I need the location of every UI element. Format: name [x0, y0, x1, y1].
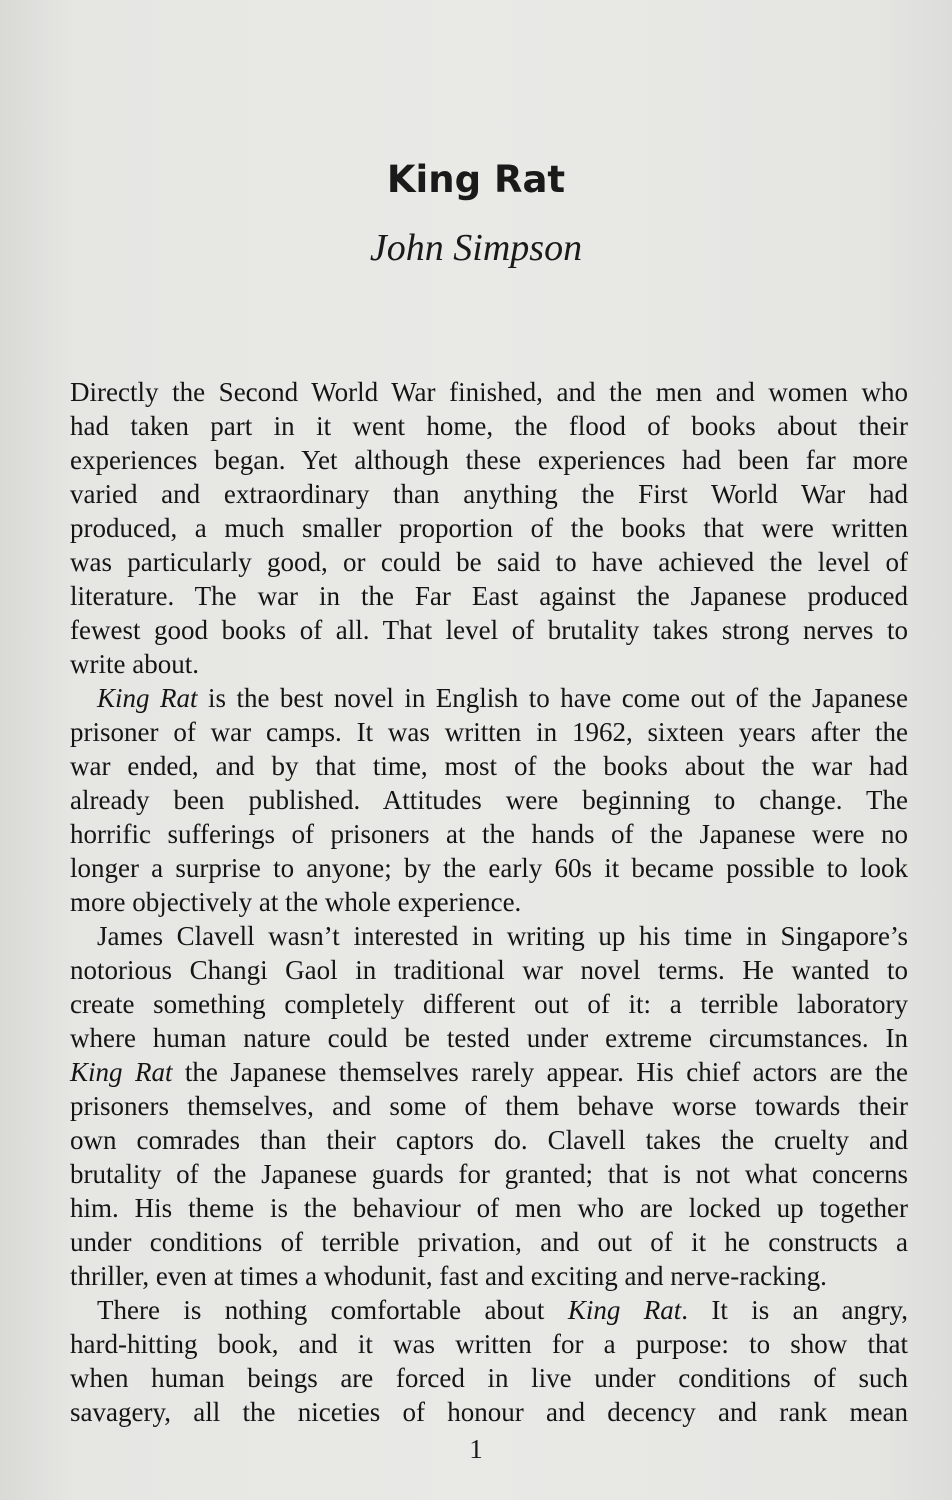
text-line: prisoners themselves, and some of them behave worse towards their: [70, 1091, 908, 1121]
chapter-author: John Simpson: [369, 227, 583, 269]
text-line: There is nothing comfortable about King Rat. It is an angry,: [97, 1295, 908, 1325]
text-line: thriller, even at times a whodunit, fast and exciting and nerve-racking.: [70, 1261, 827, 1291]
text-line: more objectively at the whole experience.: [70, 887, 522, 917]
text-line: him. His theme is the behaviour of men who are locked up together: [70, 1193, 908, 1223]
text-line: had taken part in it went home, the flood of books about their: [70, 411, 908, 441]
text-line: produced, a much smaller proportion of the books that were written: [70, 513, 908, 543]
book-title-italic: King Rat: [97, 683, 198, 713]
text-line: horrific sufferings of prisoners at the hands of the Japanese were no: [70, 819, 908, 849]
book-title-italic: King Rat: [567, 1295, 682, 1325]
text-line: already been published. Attitudes were beginning to change. The: [70, 785, 908, 815]
text-line: was particularly good, or could be said to have achieved the level of: [70, 547, 908, 577]
text-line: King Rat is the best novel in English to have come out of the Japanese: [97, 683, 908, 713]
text-line: under conditions of terrible privation, and out of it he constructs a: [70, 1227, 908, 1257]
text-line: where human nature could be tested under extreme circumstances. In: [70, 1023, 908, 1053]
chapter-title: King Rat: [386, 158, 566, 201]
paragraph: [70, 919, 908, 1293]
book-title-italic: King Rat: [70, 1057, 173, 1087]
text-line: experiences began. Yet although these experiences had been far more: [70, 445, 908, 475]
text-line: savagery, all the niceties of honour and decency and rank mean: [70, 1397, 908, 1427]
text-line: Directly the Second World War finished, and the men and women who: [70, 377, 908, 407]
text-line: own comrades than their captors do. Clavell takes the cruelty and: [70, 1125, 908, 1155]
text-line: James Clavell wasn’t interested in writing up his time in Singapore’s: [97, 921, 908, 951]
text-line: hard-hitting book, and it was written for a purpose: to show that: [70, 1329, 908, 1359]
paragraph: [70, 681, 908, 919]
paragraph: [70, 375, 908, 681]
text-line: fewest good books of all. That level of brutality takes strong nerves to: [70, 615, 908, 645]
text-line: King Rat the Japanese themselves rarely appear. His chief actors are the: [70, 1057, 908, 1087]
text-line: when human beings are forced in live under conditions of such: [70, 1363, 908, 1393]
text-line: brutality of the Japanese guards for granted; that is not what concerns: [70, 1159, 908, 1189]
text-line: create something completely different out of it: a terrible laboratory: [70, 989, 908, 1019]
text-line: prisoner of war camps. It was written in 1962, sixteen years after the: [70, 717, 908, 747]
text-line: literature. The war in the Far East against the Japanese produced: [70, 581, 908, 611]
text-line: longer a surprise to anyone; by the early 60s it became possible to look: [70, 853, 908, 883]
text-line: write about.: [70, 649, 199, 679]
paragraph: [70, 1293, 908, 1429]
text-line: notorious Changi Gaol in traditional war novel terms. He wanted to: [70, 955, 908, 985]
page-number: 1: [469, 1434, 483, 1464]
body-text: [70, 375, 908, 1429]
text-line: varied and extraordinary than anything the First World War had: [70, 479, 908, 509]
text-line: war ended, and by that time, most of the books about the war had: [70, 751, 908, 781]
